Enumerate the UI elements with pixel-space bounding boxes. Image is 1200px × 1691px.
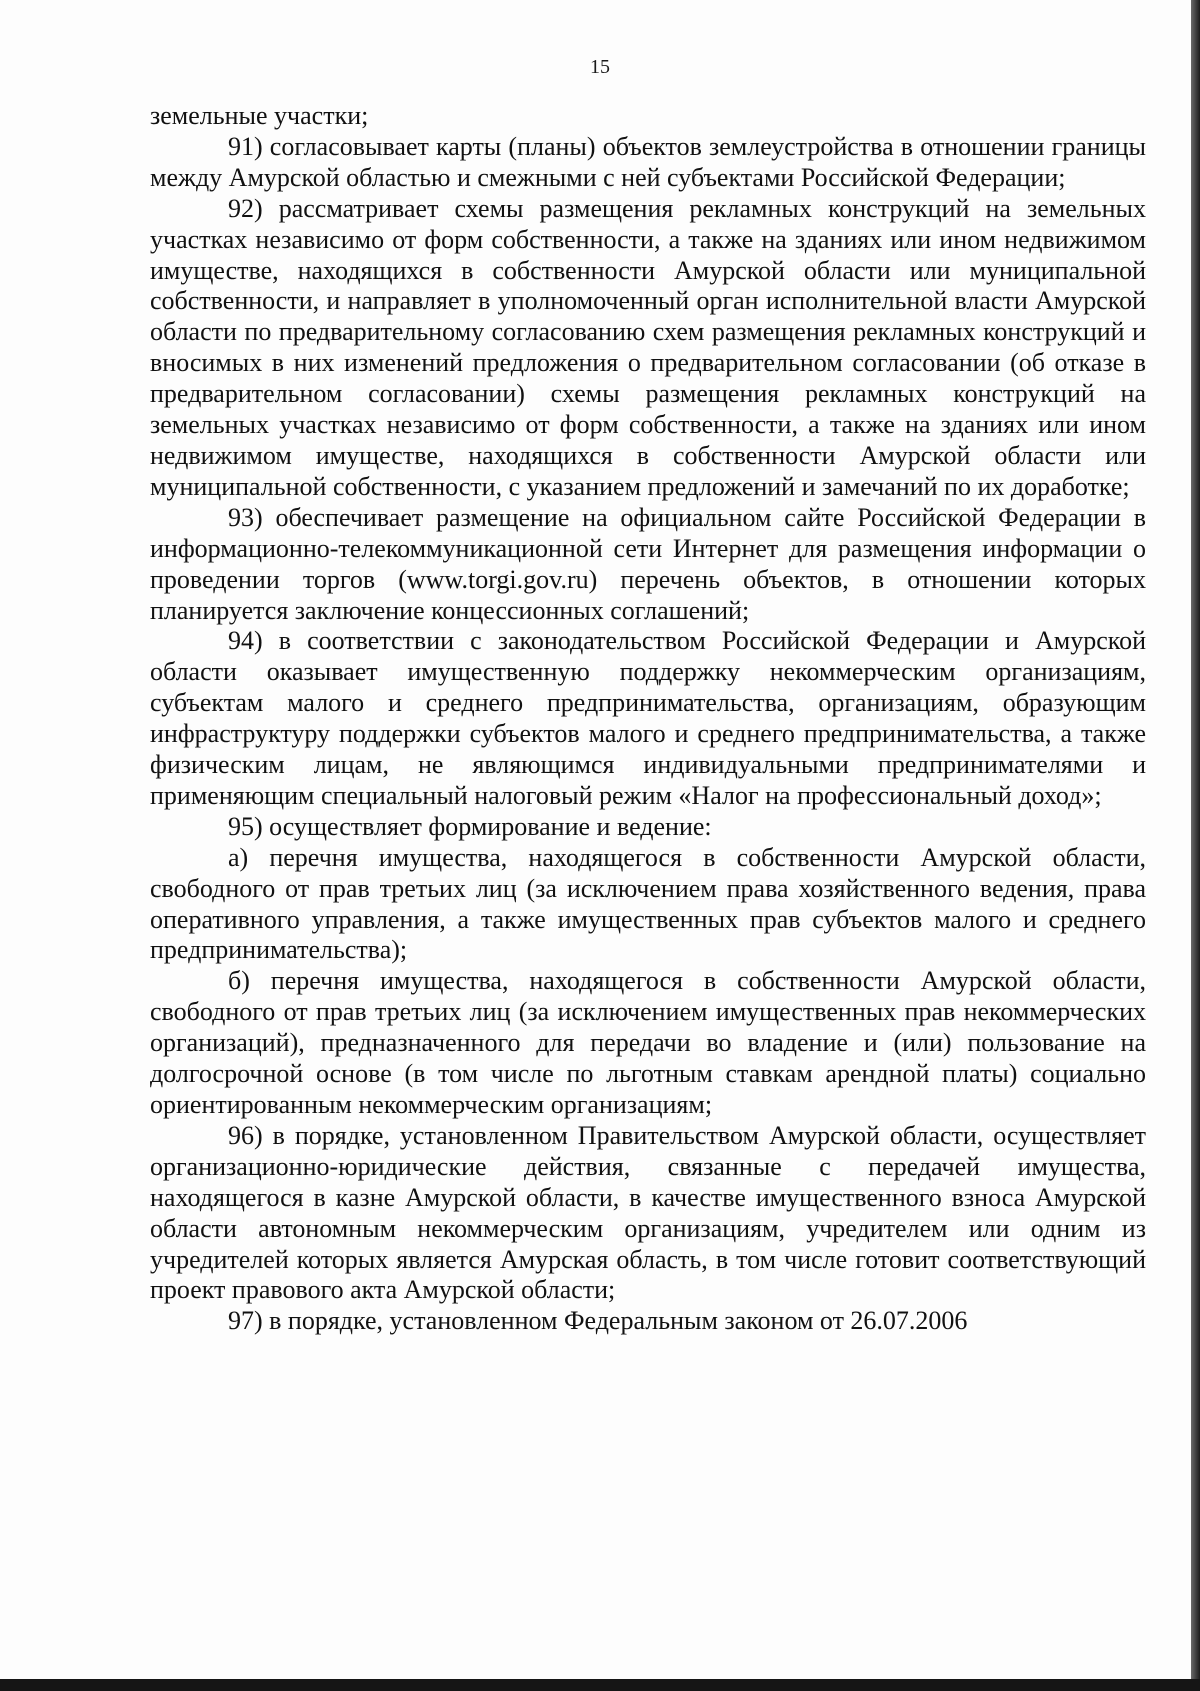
paragraph-item-93: 93) обеспечивает размещение на официальном сайте Российской Федерации в информационно-телекоммуникационной сети Интернет для размещения информации о проведении торгов (www.torgi.gov.ru) перечень объектов, в отношении которых планируется заключение концессионных соглашений; xyxy=(150,502,1146,625)
paragraph-item-92: 92) рассматривает схемы размещения рекламных конструкций на земельных участках независимо от форм собственности, а также на зданиях или ином недвижимом имуществе, находящихся в собственности Амурской области или муниципальной собственности, и направляет в уполномоченный орган исполнительной власти Амурской области по предварительному согласованию схем размещения рекламных конструкций и вносимых в них изменений предложения о предварительном согласовании (об отказе в предварительном согласовании) схемы размещения рекламных конструкций на земельных участках независимо от форм собственности, а также на зданиях или ином недвижимом имуществе, находящихся в собственности Амурской области или муниципальной собственности, с указанием предложений и замечаний по их доработке; xyxy=(150,193,1146,501)
paragraph-item-96: 96) в порядке, установленном Правительством Амурской области, осуществляет организационно-юридические действия, связанные с передачей имущества, находящегося в казне Амурской области, в качестве имущественного взноса Амурской области автономным некоммерческим организациям, учредителем или одним из учредителей которых является Амурская область, в том числе готовит соответствующий проект правового акта Амурской области; xyxy=(150,1120,1146,1305)
paragraph-item-91: 91) согласовывает карты (планы) объектов землеустройства в отношении границы между Амурской областью и смежными с ней субъектами Российской Федерации; xyxy=(150,131,1146,192)
scan-edge-right xyxy=(1191,0,1200,1691)
paragraph-continuation: земельные участки; xyxy=(150,101,369,130)
paragraph-item-95b: б) перечня имущества, находящегося в собственности Амурской области, свободного от прав третьих лиц (за исключением имущественных прав некоммерческих организаций), предназначенного для передачи во владение и (или) пользование на долгосрочной основе (в том числе по льготным ставкам арендной платы) социально ориентированным некоммерческим организациям; xyxy=(150,966,1146,1119)
paragraph-item-94: 94) в соответствии с законодательством Российской Федерации и Амурской области оказывает имущественную поддержку некоммерческим организациям, субъектам малого и среднего предпринимательства, организациям, образующим инфраструктуру поддержки субъектов малого и среднего предпринимательства, а также физическим лицам, не являющимся индивидуальными предпринимателями и применяющим специальный налоговый режим «Налог на профессиональный доход»; xyxy=(150,626,1146,810)
scan-edge-bottom xyxy=(0,1679,1200,1691)
paragraph-item-95: 95) осуществляет формирование и ведение: xyxy=(228,811,712,841)
paragraph-item-97: 97) в порядке, установленном Федеральным законом от 26.07.2006 xyxy=(228,1306,968,1336)
page-number: 15 xyxy=(590,56,610,78)
document-body xyxy=(150,101,1146,1337)
paragraph-item-95a: а) перечня имущества, находящегося в собственности Амурской области, свободного от прав третьих лиц (за исключением права хозяйственного ведения, права оперативного управления, а также имущественных прав субъектов малого и среднего предпринимательства); xyxy=(150,842,1146,965)
